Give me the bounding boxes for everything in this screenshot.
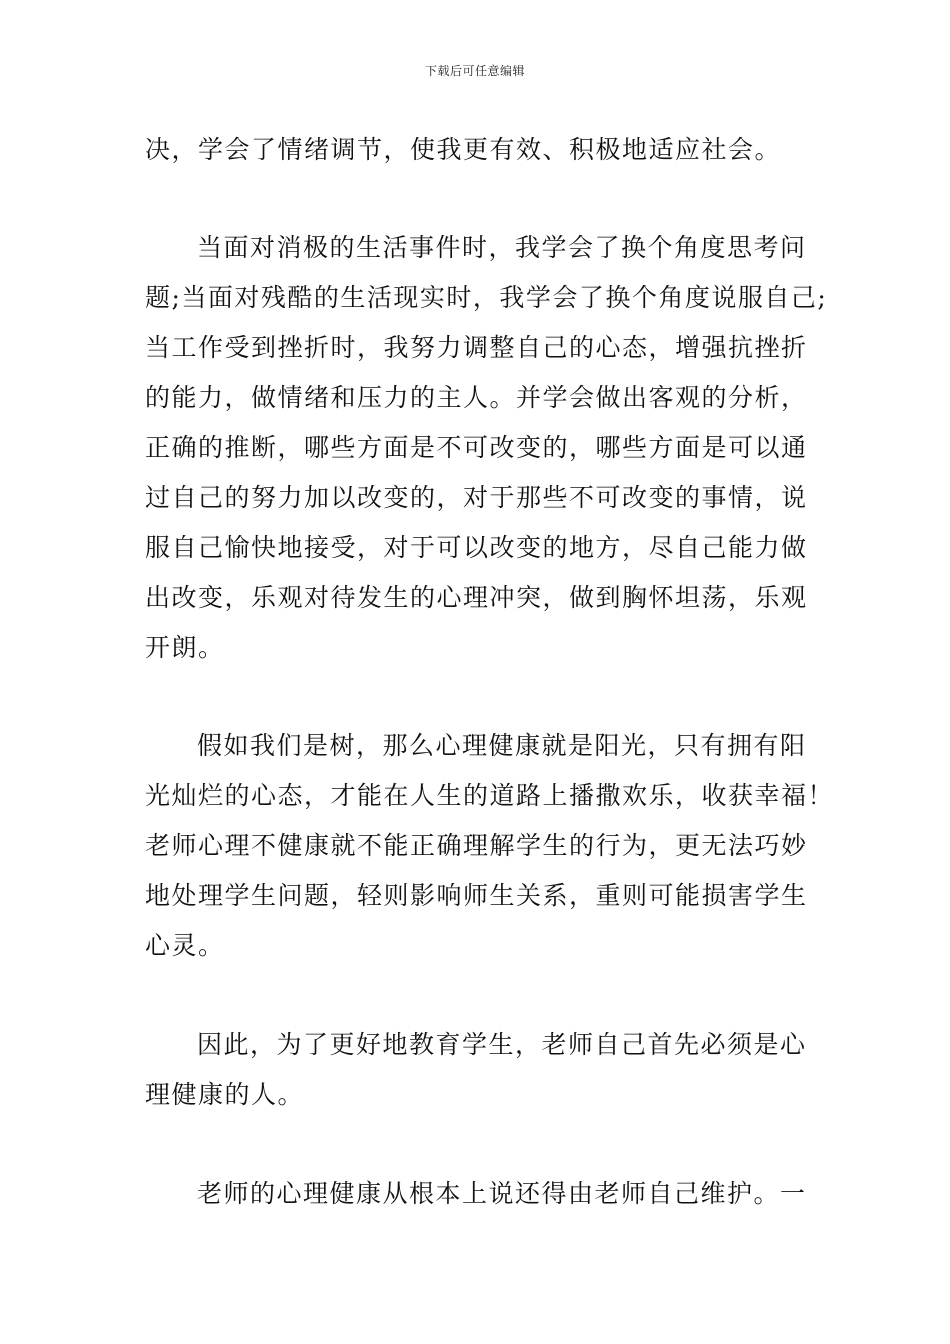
text-line: 假如我们是树，那么心理健康就是阳光，只有拥有阳 — [197, 731, 807, 760]
text-line: 当工作受到挫折时，我努力调整自己的心态，增强抗挫折 — [145, 333, 808, 362]
text-line: 因此，为了更好地教育学生，老师自己首先必须是心 — [197, 1030, 807, 1059]
text-line: 题;当面对残酷的生活现实时，我学会了换个角度说服自己; — [145, 283, 828, 312]
text-line: 决，学会了情绪调节，使我更有效、积极地适应社会。 — [145, 135, 782, 164]
text-line: 老师心理不健康就不能正确理解学生的行为，更无法巧妙 — [145, 831, 808, 860]
page-header: 下载后可任意编辑 — [424, 64, 525, 78]
text-line: 过自己的努力加以改变的，对于那些不可改变的事情，说 — [145, 483, 808, 512]
text-line: 的能力，做情绪和压力的主人。并学会做出客观的分析， — [145, 383, 808, 412]
text-line: 光灿烂的心态，才能在人生的道路上播撒欢乐，收获幸福！ — [145, 781, 835, 810]
text-line: 老师的心理健康从根本上说还得由老师自己维护。一 — [197, 1179, 807, 1208]
text-line: 当面对消极的生活事件时，我学会了换个角度思考问 — [197, 233, 807, 262]
text-line: 正确的推断，哪些方面是不可改变的，哪些方面是可以通 — [145, 433, 808, 462]
text-line: 地处理学生问题，轻则影响师生关系，重则可能损害学生 — [145, 881, 808, 910]
text-line: 出改变，乐观对待发生的心理冲突，做到胸怀坦荡，乐观 — [145, 583, 808, 612]
text-line: 开朗。 — [145, 633, 225, 662]
text-line: 服自己愉快地接受，对于可以改变的地方，尽自己能力做 — [145, 533, 808, 562]
text-line: 心灵。 — [145, 931, 225, 960]
text-line: 理健康的人。 — [145, 1080, 305, 1109]
